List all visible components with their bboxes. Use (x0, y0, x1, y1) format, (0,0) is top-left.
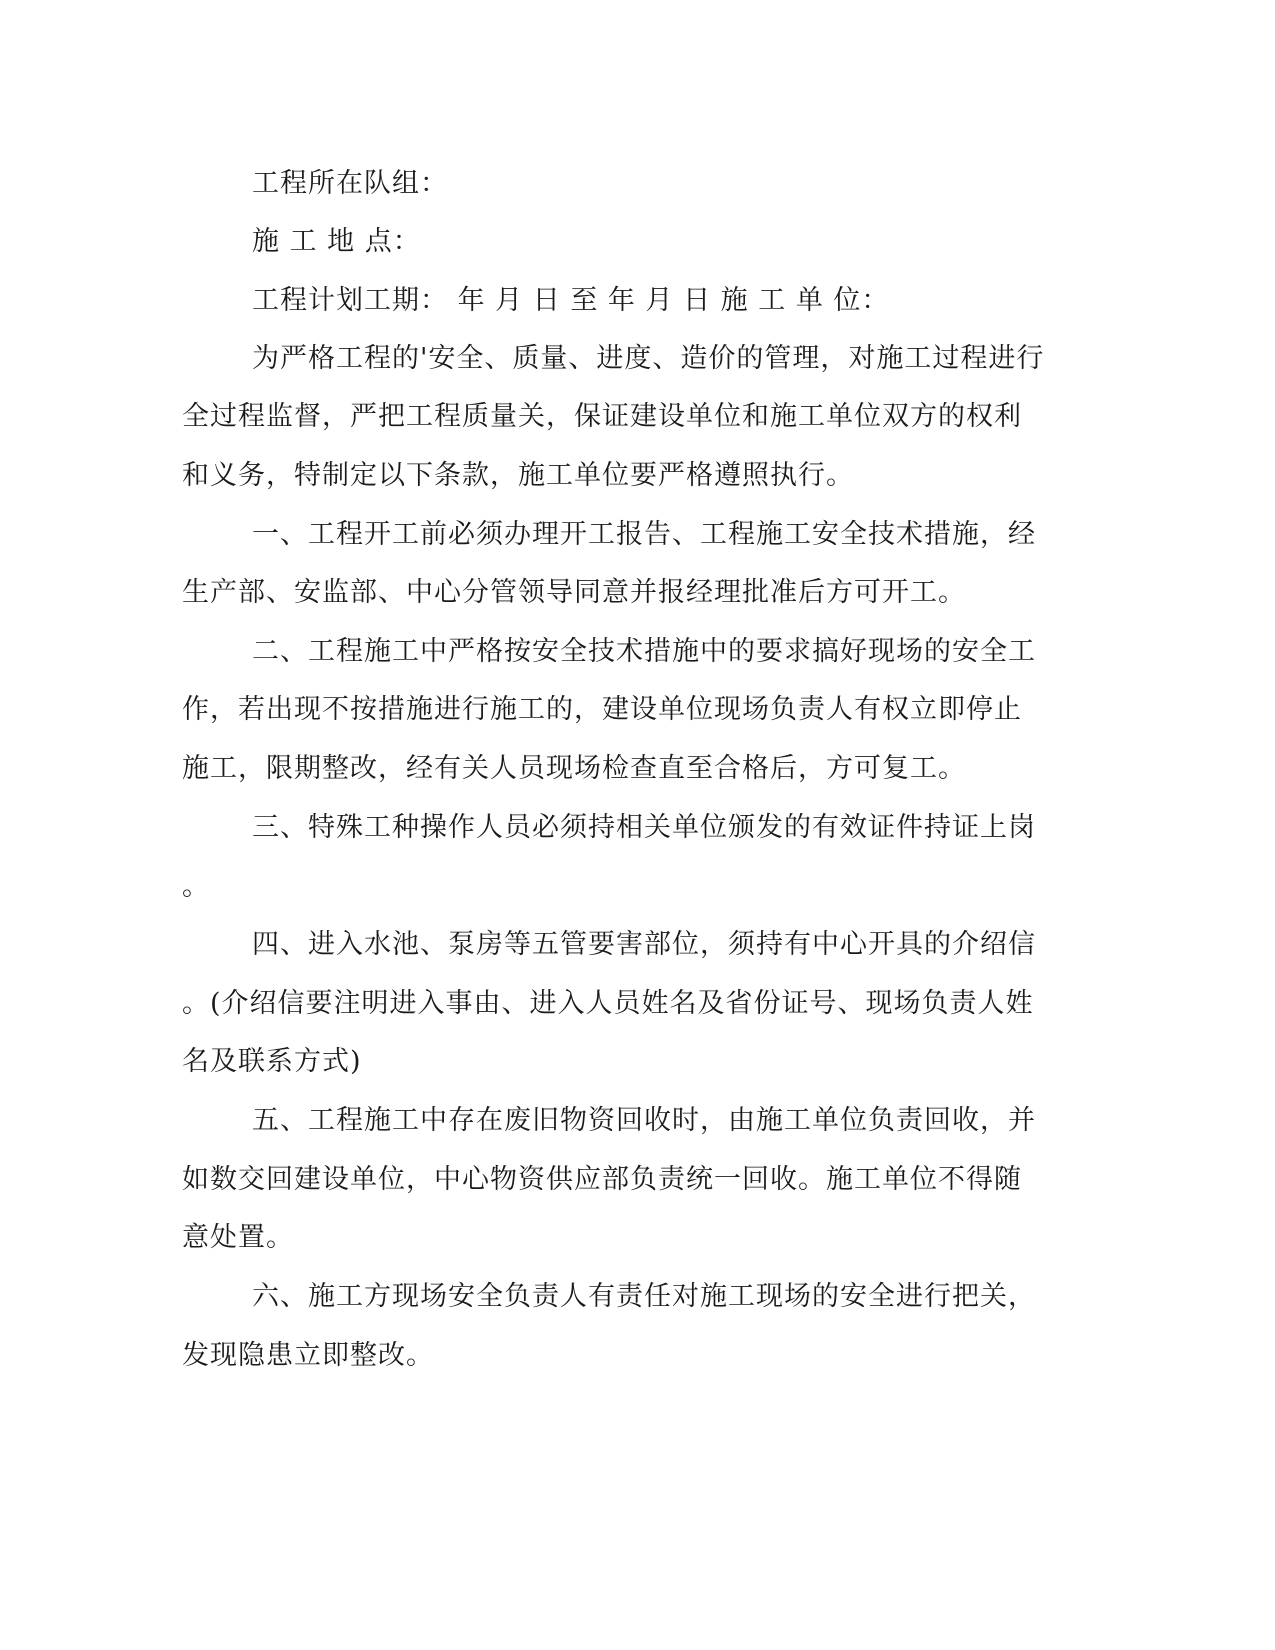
intro-line-3: 和义务，特制定以下条款，施工单位要严格遵照执行。 (182, 460, 854, 491)
intro-line-2: 全过程监督，严把工程质量关，保证建设单位和施工单位双方的权利 (182, 401, 1022, 432)
clause-6-line-2: 发现隐患立即整改。 (182, 1340, 434, 1371)
clause-5-line-1: 五、工程施工中存在废旧物资回收时，由施工单位负责回收，并 (252, 1105, 1036, 1136)
clause-4-line-1: 四、进入水池、泵房等五管要害部位，须持有中心开具的介绍信 (252, 929, 1036, 960)
clause-4-line-2: 。(介绍信要注明进入事由、进入人员姓名及省份证号、现场负责人姓 (182, 988, 1034, 1019)
clause-5-line-2: 如数交回建设单位，中心物资供应部负责统一回收。施工单位不得随 (182, 1164, 1022, 1195)
team-field: 工程所在队组： (252, 168, 448, 199)
intro-line-1: 为严格工程的'安全、质量、进度、造价的管理，对施工过程进行 (252, 343, 1045, 374)
clause-1-line-1: 一、工程开工前必须办理开工报告、工程施工安全技术措施，经 (252, 519, 1036, 550)
clause-4-line-3: 名及联系方式) (182, 1046, 362, 1077)
clause-2-line-2: 作，若出现不按措施进行施工的，建设单位现场负责人有权立即停止 (182, 694, 1022, 725)
clause-1-line-2: 生产部、安监部、中心分管领导同意并报经理批准后方可开工。 (182, 577, 966, 608)
clause-3-line-1: 三、特殊工种操作人员必须持相关单位颁发的有效证件持证上岗 (252, 812, 1036, 843)
clause-2-line-1: 二、工程施工中严格按安全技术措施中的要求搞好现场的安全工 (252, 636, 1036, 667)
clause-3-line-2: 。 (182, 871, 210, 902)
schedule-field: 工程计划工期： 年 月 日 至 年 月 日 施 工 单 位： (252, 285, 890, 316)
clause-2-line-3: 施工，限期整改，经有关人员现场检查直至合格后，方可复工。 (182, 753, 966, 784)
clause-6-line-1: 六、施工方现场安全负责人有责任对施工现场的安全进行把关， (252, 1281, 1036, 1312)
clause-5-line-3: 意处置。 (182, 1222, 294, 1253)
location-field: 施 工 地 点： (252, 226, 421, 257)
